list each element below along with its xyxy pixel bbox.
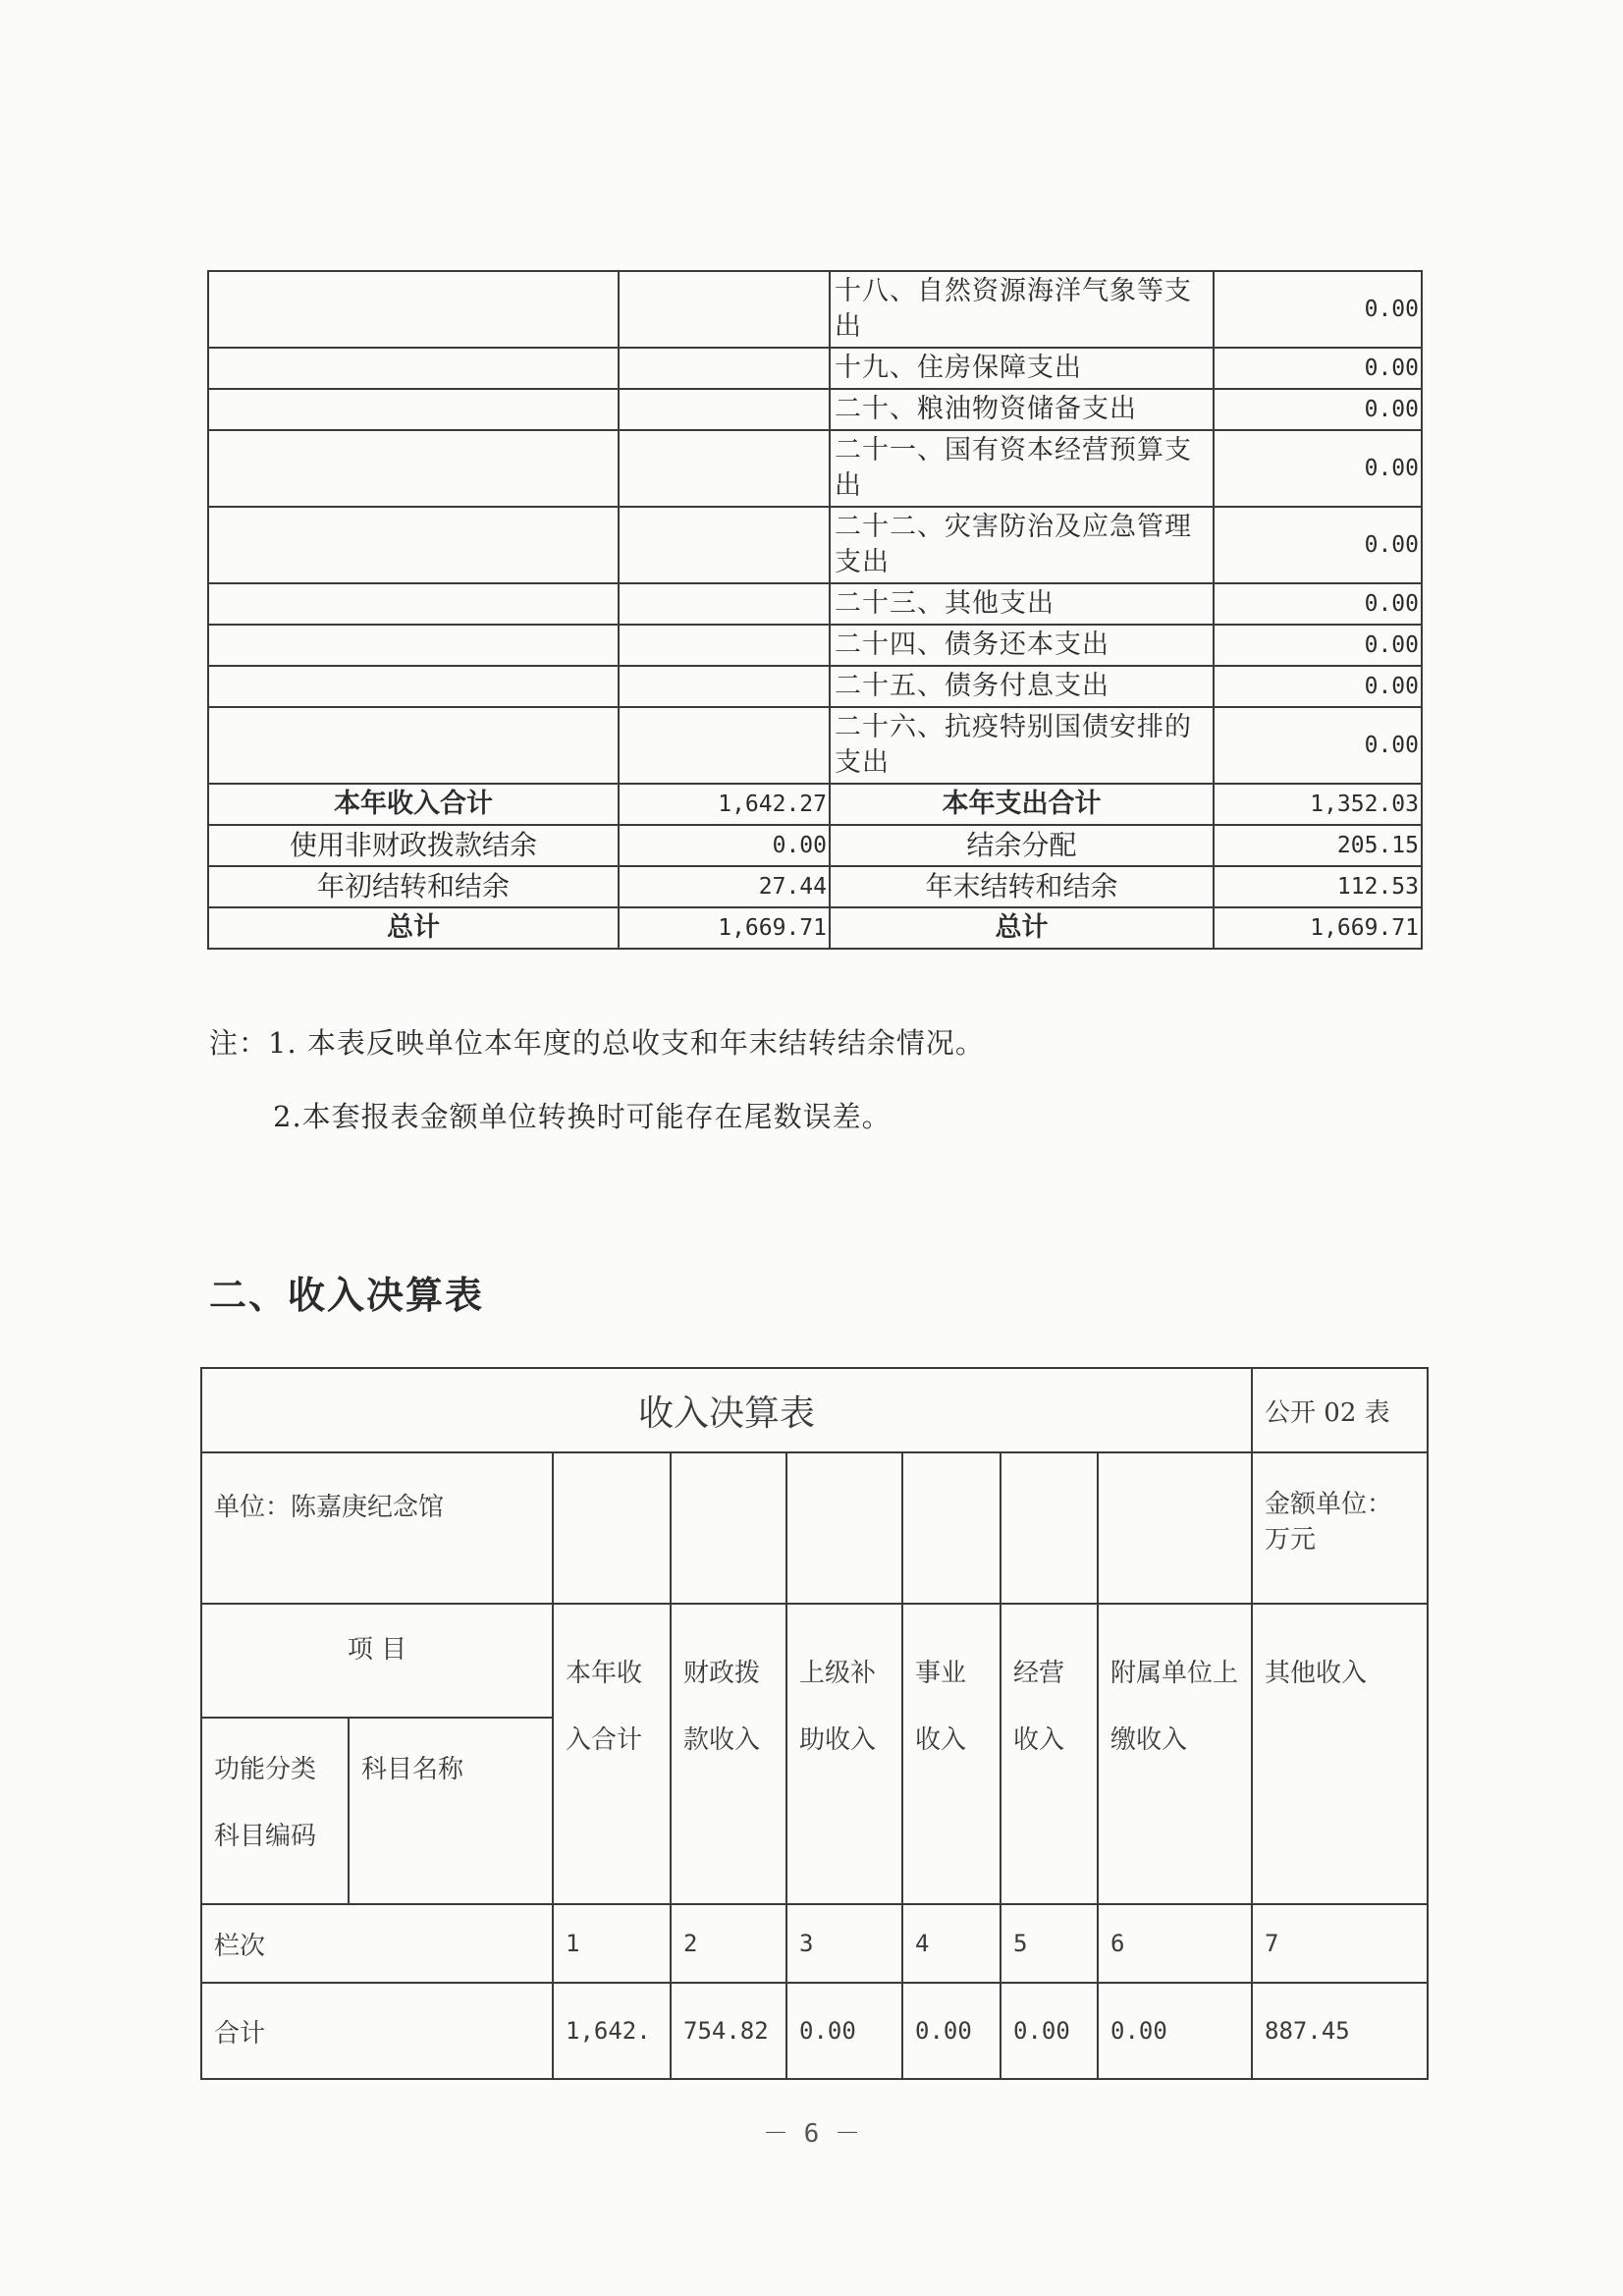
note-1: 注：1. 本表反映单位本年度的总收支和年末结转结余情况。 <box>209 1026 985 1060</box>
expense-item-amount: 0.00 <box>1214 507 1422 583</box>
total-label-right: 总计 <box>830 907 1214 949</box>
total-col-3: 0.00 <box>786 1983 902 2079</box>
income-blank-cell <box>208 707 619 784</box>
expense-row <box>208 389 1422 430</box>
expense-item-label: 二十二、灾害防治及应急管理支出 <box>830 507 1214 583</box>
income-table-unit-row <box>201 1452 1428 1604</box>
income-table-total-row <box>201 1983 1428 2079</box>
expense-item-amount: 0.00 <box>1214 583 1422 625</box>
expense-row <box>208 430 1422 507</box>
note-2: 2.本套报表金额单位转换时可能存在尾数误差。 <box>273 1100 892 1133</box>
expense-item-label: 二十、粮油物资储备支出 <box>830 389 1214 430</box>
expense-item-label: 十八、自然资源海洋气象等支出 <box>830 271 1214 348</box>
expense-item-amount: 0.00 <box>1214 666 1422 707</box>
income-blank-value-cell <box>619 271 830 348</box>
income-expense-summary-table <box>207 270 1423 950</box>
income-blank-cell <box>208 389 619 430</box>
unit-row-blank-cell <box>671 1452 786 1604</box>
col-number-6: 6 <box>1098 1904 1252 1983</box>
income-blank-cell <box>208 507 619 583</box>
unit-name: 单位：陈嘉庚纪念馆 <box>201 1452 553 1604</box>
col-row-label: 栏次 <box>201 1904 553 1983</box>
income-blank-value-cell <box>619 389 830 430</box>
expense-row <box>208 625 1422 666</box>
page-number: － 6 － <box>763 2119 860 2149</box>
expense-item-amount: 0.00 <box>1214 389 1422 430</box>
total-label-left: 总计 <box>208 907 619 949</box>
summary-row-nonfiscal <box>208 825 1422 866</box>
summary-row-balance <box>208 866 1422 907</box>
income-table-title: 收入决算表 <box>201 1368 1252 1452</box>
expense-item-amount: 0.00 <box>1214 271 1422 348</box>
expense-row <box>208 271 1422 348</box>
income-blank-value-cell <box>619 625 830 666</box>
expense-item-label: 二十三、其他支出 <box>830 583 1214 625</box>
total-col-5: 0.00 <box>1001 1983 1098 2079</box>
income-blank-cell <box>208 430 619 507</box>
total-col-2: 754.82 <box>671 1983 786 2079</box>
expense-item-amount: 0.00 <box>1214 430 1422 507</box>
col-header-1: 本年收入合计 <box>553 1604 671 1904</box>
col-number-4: 4 <box>902 1904 1001 1983</box>
year-expense-value: 1,352.03 <box>1214 784 1422 825</box>
income-blank-value-cell <box>619 507 830 583</box>
total-row-label: 合计 <box>201 1983 553 2079</box>
income-blank-value-cell <box>619 348 830 389</box>
summary-table-body <box>208 271 1422 949</box>
col-number-2: 2 <box>671 1904 786 1983</box>
expense-item-label: 二十一、国有资本经营预算支出 <box>830 430 1214 507</box>
surplus-dist-value: 205.15 <box>1214 825 1422 866</box>
expense-item-label: 十九、住房保障支出 <box>830 348 1214 389</box>
total-value-right: 1,669.71 <box>1214 907 1422 949</box>
begin-balance-label: 年初结转和结余 <box>208 866 619 907</box>
amount-unit: 金额单位：万元 <box>1252 1452 1428 1604</box>
income-table-title-row <box>201 1368 1428 1452</box>
section-title: 二、收入决算表 <box>209 1274 485 1317</box>
total-col-1: 1,642. <box>553 1983 671 2079</box>
income-blank-cell <box>208 625 619 666</box>
form-number: 公开 02 表 <box>1252 1368 1428 1452</box>
non-fiscal-value: 0.00 <box>619 825 830 866</box>
year-expense-label: 本年支出合计 <box>830 784 1214 825</box>
income-blank-value-cell <box>619 430 830 507</box>
expense-item-amount: 0.00 <box>1214 707 1422 784</box>
unit-row-blank-cell <box>553 1452 671 1604</box>
unit-row-blank-cell <box>786 1452 902 1604</box>
year-income-value: 1,642.27 <box>619 784 830 825</box>
col-header-5: 经营收入 <box>1001 1604 1098 1904</box>
expense-row <box>208 507 1422 583</box>
expense-item-label: 二十四、债务还本支出 <box>830 625 1214 666</box>
func-code-header: 功能分类科目编码 <box>201 1718 349 1904</box>
col-header-4: 事业收入 <box>902 1604 1001 1904</box>
income-blank-value-cell <box>619 666 830 707</box>
summary-row-year-total <box>208 784 1422 825</box>
income-blank-cell <box>208 271 619 348</box>
total-col-6: 0.00 <box>1098 1983 1252 2079</box>
income-blank-cell <box>208 666 619 707</box>
unit-row-blank-cell <box>1001 1452 1098 1604</box>
expense-item-amount: 0.00 <box>1214 348 1422 389</box>
col-number-1: 1 <box>553 1904 671 1983</box>
expense-item-label: 二十五、债务付息支出 <box>830 666 1214 707</box>
expense-row <box>208 583 1422 625</box>
year-income-label: 本年收入合计 <box>208 784 619 825</box>
end-balance-value: 112.53 <box>1214 866 1422 907</box>
col-number-3: 3 <box>786 1904 902 1983</box>
col-header-7: 其他收入 <box>1252 1604 1428 1904</box>
expense-row <box>208 707 1422 784</box>
total-col-4: 0.00 <box>902 1983 1001 2079</box>
total-col-7: 887.45 <box>1252 1983 1428 2079</box>
income-table-column-number-row <box>201 1904 1428 1983</box>
end-balance-label: 年末结转和结余 <box>830 866 1214 907</box>
income-blank-cell <box>208 348 619 389</box>
income-blank-value-cell <box>619 583 830 625</box>
total-value-left: 1,669.71 <box>619 907 830 949</box>
income-settlement-table <box>200 1367 1429 2080</box>
unit-row-blank-cell <box>1098 1452 1252 1604</box>
begin-balance-value: 27.44 <box>619 866 830 907</box>
expense-item-amount: 0.00 <box>1214 625 1422 666</box>
income-blank-cell <box>208 583 619 625</box>
summary-row-grand-total <box>208 907 1422 949</box>
income-table-header-row-1 <box>201 1604 1428 1718</box>
unit-row-blank-cell <box>902 1452 1001 1604</box>
col-header-3: 上级补助收入 <box>786 1604 902 1904</box>
expense-row <box>208 348 1422 389</box>
col-header-6: 附属单位上缴收入 <box>1098 1604 1252 1904</box>
expense-item-label: 二十六、抗疫特别国债安排的支出 <box>830 707 1214 784</box>
col-number-5: 5 <box>1001 1904 1098 1983</box>
income-blank-value-cell <box>619 707 830 784</box>
col-header-2: 财政拨款收入 <box>671 1604 786 1904</box>
item-header: 项 目 <box>201 1604 553 1718</box>
expense-row <box>208 666 1422 707</box>
subject-name-header: 科目名称 <box>349 1718 553 1904</box>
col-number-7: 7 <box>1252 1904 1428 1983</box>
surplus-dist-label: 结余分配 <box>830 825 1214 866</box>
non-fiscal-label: 使用非财政拨款结余 <box>208 825 619 866</box>
